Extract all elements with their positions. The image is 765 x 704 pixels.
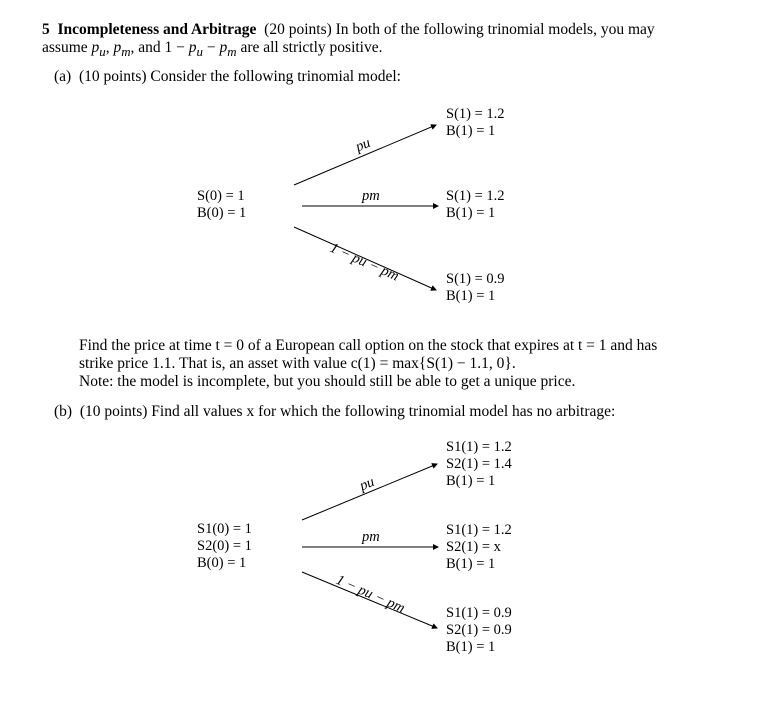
node-value: S1(0) = 1 (197, 521, 252, 537)
node-down-a (446, 271, 505, 305)
part-a-label: (a) (54, 68, 72, 85)
problem-title: Incompleteness and Arbitrage (57, 21, 257, 38)
node-up-b (446, 439, 512, 490)
pu-symbol: $p_u$ (91, 39, 106, 60)
part-b-text: Find all values x for which the following trinomial model has no arbitrage: (151, 403, 616, 420)
node-value: S(0) = 1 (197, 188, 245, 204)
intro-text-4: are all strictly positive. (236, 39, 383, 56)
node-value: S(1) = 1.2 (446, 188, 505, 204)
node-value: S2(1) = 0.9 (446, 622, 512, 638)
edge-label-down-b: 1 − pu − pm (333, 572, 408, 617)
problem-points: (20 points) (264, 21, 332, 38)
node-value: S1(1) = 1.2 (446, 522, 512, 538)
intro-text-2: , and 1 − (130, 39, 189, 56)
node-value: B(1) = 1 (446, 556, 496, 572)
part-b-label: (b) (54, 403, 73, 420)
node-value: S2(1) = 1.4 (446, 456, 512, 472)
edge-label-mid-b: pm (362, 529, 380, 545)
part-a-points: (10 points) (78, 68, 147, 85)
node-value: S2(1) = x (446, 539, 501, 555)
problem-intro-1: In both of the following trinomial models, you may (335, 21, 655, 38)
node-value: B(1) = 1 (446, 205, 496, 221)
intro-text: assume (42, 39, 92, 56)
edge-label-up-b: pu (357, 473, 377, 495)
node-value: B(0) = 1 (197, 205, 247, 221)
intro-text-3: − (203, 39, 220, 56)
node-value: B(1) = 1 (446, 639, 496, 655)
part-a-question-2: strike price 1.1. That is, an asset with value c(1) = max{S(1) − 1.1, 0}. (79, 355, 516, 372)
node-value: S(1) = 0.9 (446, 271, 505, 287)
node-down-b (446, 605, 512, 656)
node-value: S1(1) = 0.9 (446, 605, 512, 621)
node-value: B(1) = 1 (446, 123, 496, 139)
node-mid-b (446, 522, 512, 573)
edge-up-a (294, 125, 436, 185)
part-a-question-1: Find the price at time t = 0 of a European call option on the stock that expires at t = 1 and has (79, 337, 658, 354)
node-value: B(1) = 1 (446, 473, 496, 489)
edge-label-up-a: pu (353, 134, 373, 156)
pm-symbol: $p_m$ (113, 39, 131, 60)
node-value: S(1) = 1.2 (446, 106, 505, 122)
node-value: S1(1) = 1.2 (446, 439, 512, 455)
part-b-points: (10 points) (79, 403, 148, 420)
edge-label-mid-a: pm (362, 188, 380, 204)
node-root-b (197, 521, 252, 572)
problem-intro-line-2: assume $p_u$, $p_m$, and $1 - p_u - p_m$ are all strictly positive. (42, 39, 383, 60)
node-mid-a (446, 188, 505, 222)
part-a-question-3: Note: the model is incomplete, but you should still be able to get a unique price. (79, 373, 576, 390)
part-a-text: Consider the following trinomial model: (150, 68, 401, 85)
node-root-a (197, 188, 246, 222)
node-value: S2(0) = 1 (197, 538, 252, 554)
problem-number: 5 (42, 21, 50, 38)
node-value: B(0) = 1 (197, 555, 247, 571)
node-value: B(1) = 1 (446, 288, 496, 304)
part-b-header (54, 403, 615, 421)
edge-label-down-a: 1 − pu − pm (327, 240, 402, 285)
node-up-a (446, 106, 505, 140)
